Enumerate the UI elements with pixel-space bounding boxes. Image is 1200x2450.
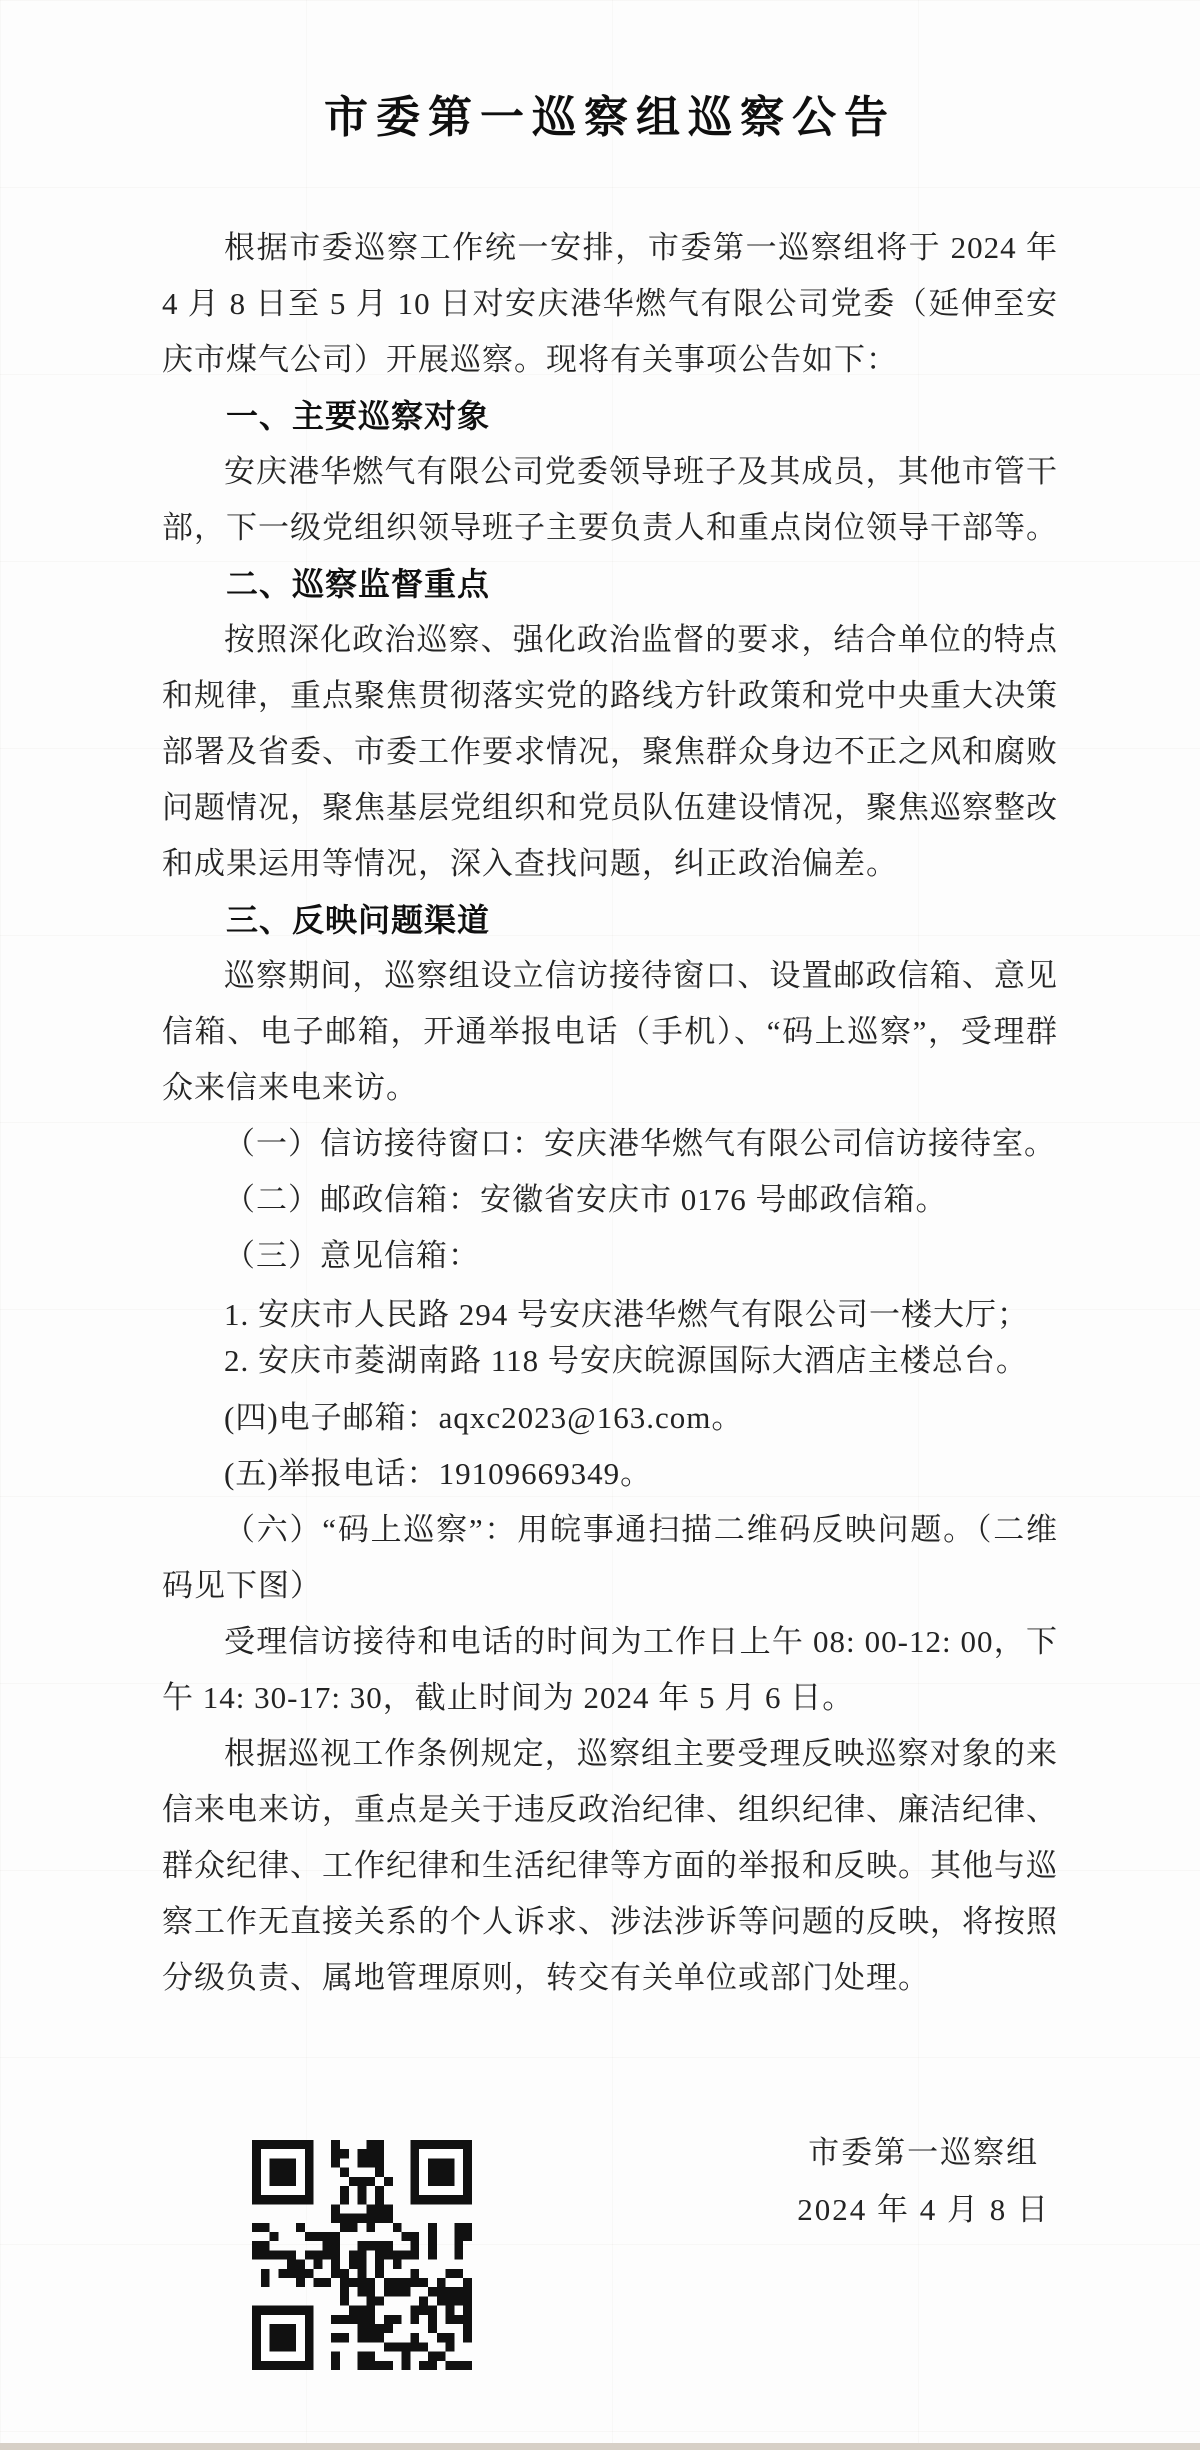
section-1-paragraph: 安庆港华燃气有限公司党委领导班子及其成员，其他市管干部，下一级党组织领导班子主要负责人和重点岗位领导干部等。: [162, 454, 1058, 545]
channel-item-mailbox: （三）意见信箱：: [224, 1238, 480, 1273]
mailbox-address-2: 2. 安庆市菱湖南路 118 号安庆皖源国际大酒店主楼总台。: [224, 1343, 1028, 1378]
channel-item-phone: (五)举报电话：19109669349。: [224, 1456, 653, 1491]
channel-item-qr: （六）“码上巡察”：用皖事通扫描二维码反映问题。（二维码见下图）: [162, 1512, 1058, 1603]
section-heading-1: 一、主要巡察对象: [226, 398, 491, 434]
page-title: 市委第一巡察组巡察公告: [324, 93, 896, 142]
intro-paragraph: 根据市委巡察工作统一安排，市委第一巡察组将于 2024 年 4 月 8 日至 5 月 10 日对安庆港华燃气有限公司党委（延伸至安庆市煤气公司）开展巡察。现将有关事项公告如下：: [162, 230, 1058, 377]
footer-area: [162, 2135, 1058, 2380]
mailbox-address-1: 1. 安庆市人民路 294 号安庆港华燃气有限公司一楼大厅；: [224, 1297, 1029, 1332]
scope-paragraph: 根据巡视工作条例规定，巡察组主要受理反映巡察对象的来信来电来访，重点是关于违反政治纪律、组织纪律、廉洁纪律、群众纪律、工作纪律和生活纪律等方面的举报和反映。其他与巡察工作无直接关系的个人诉求、涉法涉诉等问题的反映，将按照分级负责、属地管理原则，转交有关单位或部门处理。: [162, 1736, 1058, 1995]
signature-block: [797, 2124, 1050, 2238]
section-heading-3: 三、反映问题渠道: [226, 902, 491, 938]
signature-date: 2024 年 4 月 8 日: [797, 2192, 1050, 2227]
section-3-paragraph: 巡察期间，巡察组设立信访接待窗口、设置邮政信箱、意见信箱、电子邮箱，开通举报电话（手机）、“码上巡察”，受理群众来信来电来访。: [162, 958, 1058, 1105]
channel-item-window: （一）信访接待窗口：安庆港华燃气有限公司信访接待室。: [224, 1126, 1056, 1161]
signature-org: 市委第一巡察组: [808, 2135, 1040, 2170]
channel-item-postbox: （二）邮政信箱：安徽省安庆市 0176 号邮政信箱。: [224, 1182, 948, 1217]
acceptance-time-paragraph: 受理信访接待和电话的时间为工作日上午 08: 00-12: 00，下午 14: 30-17: 30，截止时间为 2024 年 5 月 6 日。: [162, 1624, 1058, 1715]
channel-item-email: (四)电子邮箱：aqxc2023@163.com。: [224, 1400, 744, 1435]
announcement-document: [162, 0, 1058, 2380]
section-2-paragraph: 按照深化政治巡察、强化政治监督的要求，结合单位的特点和规律，重点聚焦贯彻落实党的路线方针政策和党中央重大决策部署及省委、市委工作要求情况，聚焦群众身边不正之风和腐败问题情况，聚焦基层党组织和党员队伍建设情况，聚焦巡察整改和成果运用等情况，深入查找问题，纠正政治偏差。: [162, 622, 1058, 881]
mailbox-address-list: [162, 1292, 1058, 1384]
qr-code: [252, 2140, 472, 2370]
section-heading-2: 二、巡察监督重点: [226, 566, 491, 602]
bottom-strip: [0, 2443, 1200, 2450]
